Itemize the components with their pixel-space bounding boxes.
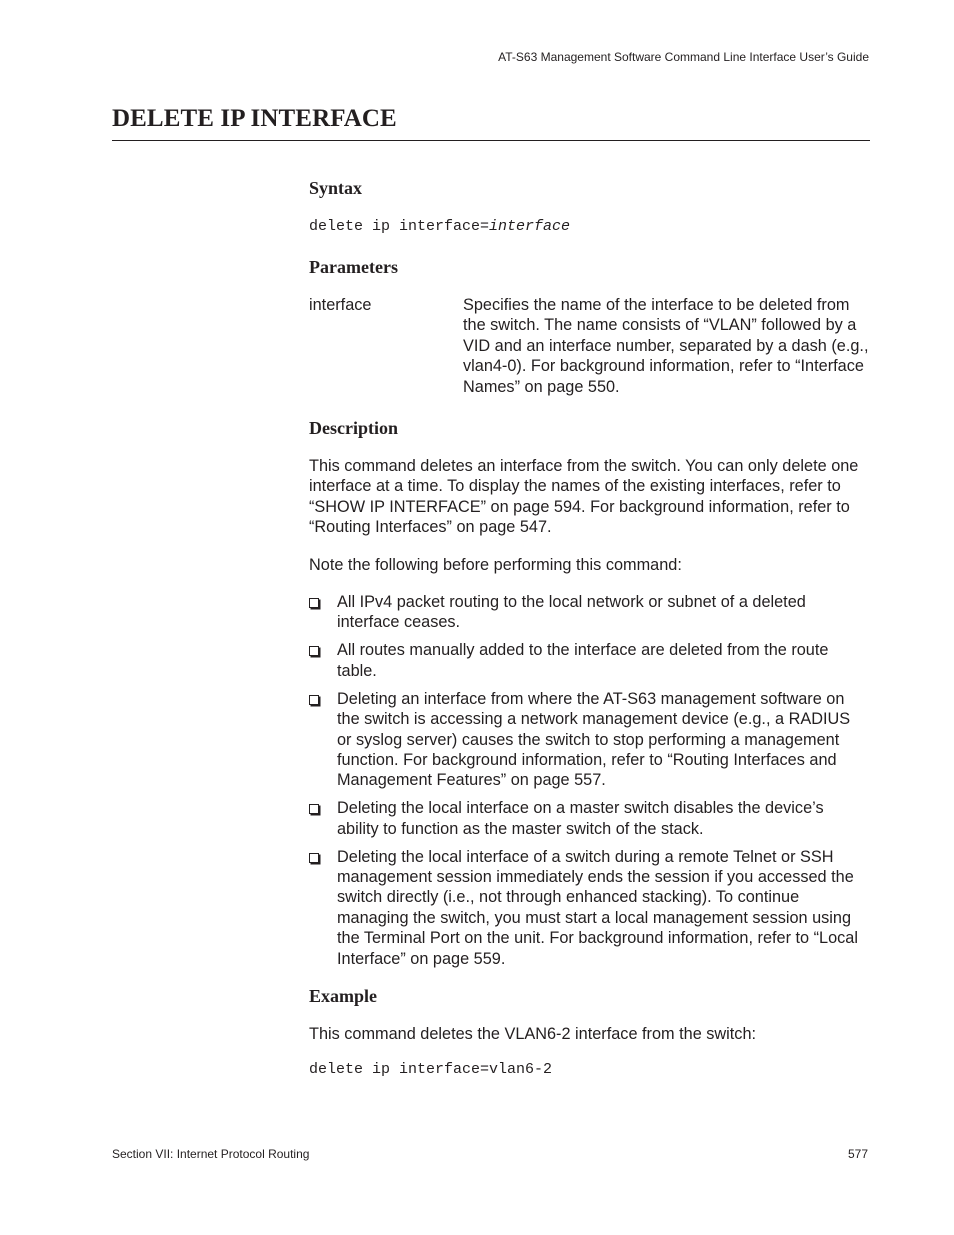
syntax-argument: interface — [489, 218, 571, 235]
checkbox-bullet-icon — [309, 695, 319, 705]
checkbox-bullet-icon — [309, 804, 319, 814]
page-number: 577 — [847, 1147, 868, 1161]
list-item: Deleting the local interface of a switch during a remote Telnet or SSH management session immediately ends the session if you accessed the switch directly (i.e., not through enhanced stacking). To continue managing the switch, you must start a local management session using the Terminal Port on the unit. For background information, refer to “Local Interface” on page 559. — [309, 847, 869, 969]
syntax-command — [309, 218, 869, 235]
running-header: AT-S63 Management Software Command Line Interface User’s Guide — [498, 50, 869, 64]
checkbox-bullet-icon — [309, 853, 319, 863]
list-item: Deleting the local interface on a master switch disables the device’s ability to function as the master switch of the stack. — [309, 798, 869, 839]
parameters-heading: Parameters — [309, 257, 398, 277]
example-heading: Example — [309, 985, 378, 1006]
footer-section: Section VII: Internet Protocol Routing — [112, 1147, 310, 1161]
list-item: All IPv4 packet routing to the local network or subnet of a deleted interface ceases. — [309, 592, 869, 633]
list-item: All routes manually added to the interface are deleted from the route table. — [309, 640, 869, 681]
list-item: Deleting an interface from where the AT-S63 management software on the switch is accessing a network management device (e.g., a RADIUS or syslog server) causes the switch to stop performing a management function. For background information, refer to “Routing Interfaces and Management Features” on page 557. — [309, 689, 869, 791]
checkbox-bullet-icon — [309, 646, 319, 656]
page-title: DELETE IP INTERFACE — [112, 105, 397, 132]
description-paragraph: This command deletes an interface from the switch. You can only delete one interface at a time. To display the names of the existing interfaces, refer to “SHOW IP INTERFACE” on page 594. For background information, refer to “Routing Interfaces” on page 547. — [309, 457, 859, 537]
main-content — [309, 178, 869, 1078]
description-heading: Description — [309, 418, 398, 439]
parameter-description: Specifies the name of the interface to be deleted from the switch. The name consists of “VLAN” followed by a VID and an interface number, separated by a dash (e.g., vlan4-0). For background information, refer to “Interface Names” on page 550. — [463, 296, 869, 396]
note-list — [309, 592, 869, 969]
example-command: delete ip interface=vlan6-2 — [309, 1061, 553, 1079]
example-text: This command deletes the VLAN6-2 interface from the switch: — [309, 1024, 757, 1043]
syntax-command-text: delete ip interface= — [309, 218, 490, 235]
note-intro: Note the following before performing this command: — [309, 555, 682, 574]
syntax-heading: Syntax — [309, 178, 363, 198]
parameter-name: interface — [309, 296, 372, 314]
title-rule — [112, 140, 870, 141]
parameter-row — [309, 295, 869, 397]
checkbox-bullet-icon — [309, 598, 319, 608]
